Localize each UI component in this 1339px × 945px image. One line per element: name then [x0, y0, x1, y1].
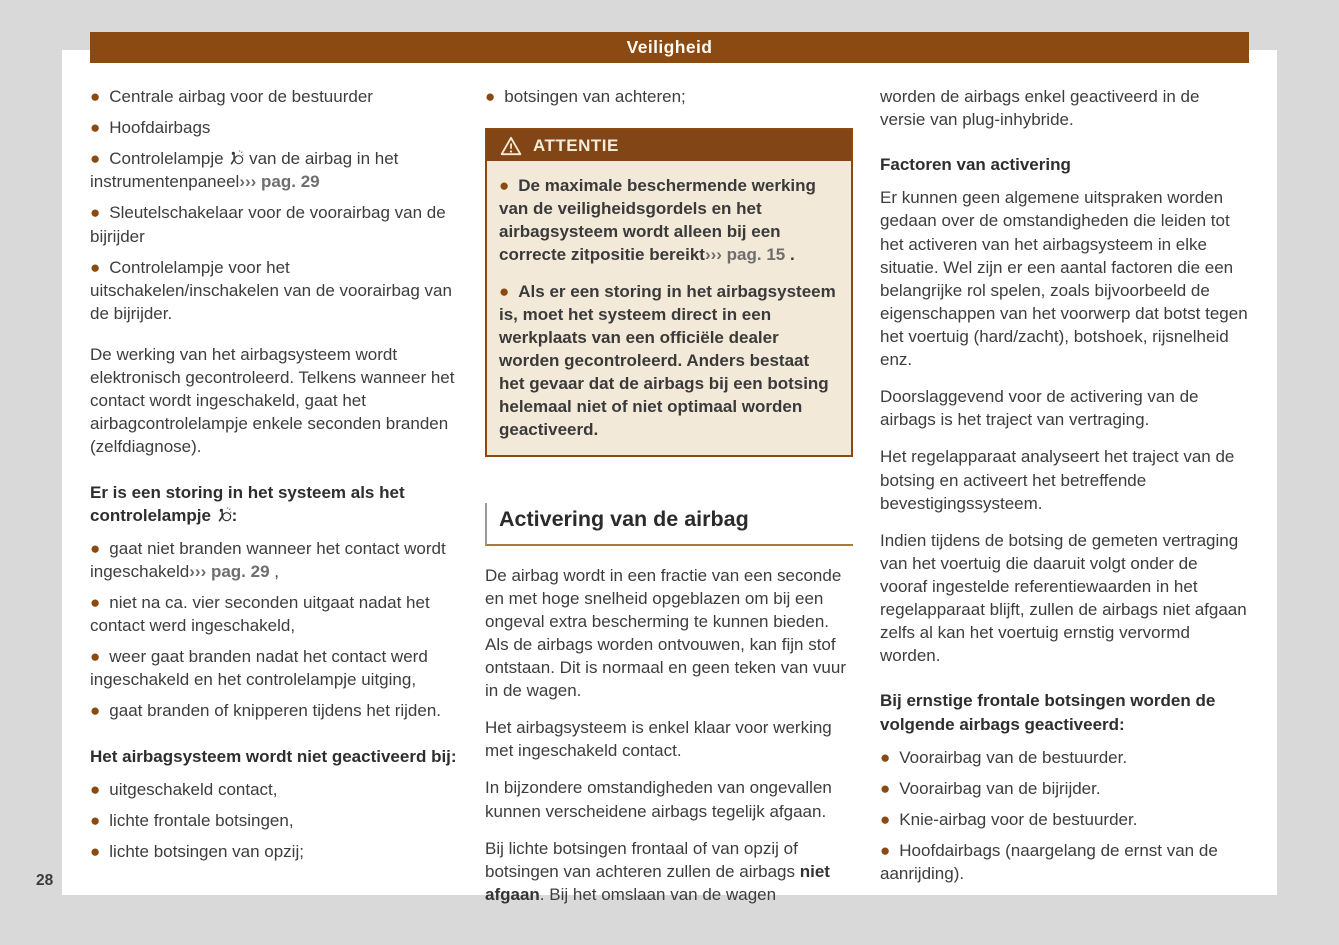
list-item: [90, 256, 457, 325]
list-item-text: weer gaat branden nadat het contact werd ingeschakeld en het controlelampje uitging,: [90, 647, 428, 690]
paragraph: Het airbagsysteem is enkel klaar voor werking met ingeschakeld contact.: [485, 718, 832, 761]
list-item-text: Als er een storing in het airbagsysteem is, moet het systeem direct in een werkplaats van een officiële dealer worden gecontroleerd. Anders bestaat het gevaar dat de airbags bij een botsing helemaal niet of niet optimaal worden geactiveerd.: [499, 281, 836, 440]
list-item: [90, 147, 457, 193]
paragraph: De airbag wordt in een fractie van een seconde en met hoge snelheid opgeblazen om bij een ongeval extra bescherming te kunnen bieden. Als de airbags worden ontvouwen, kan fijn stof ontstaan. Dit is normaal en geen teken van vuur in de wagen.: [485, 565, 846, 701]
list-item: [499, 280, 839, 442]
bullet-dot-icon: ●: [90, 779, 101, 799]
paragraph: Er kunnen geen algemene uitspraken worden gedaan over de omstandigheden die leiden tot het activeren van het airbagsysteem in elke situatie. Wel zijn er een aantal factoren die een belangrijke rol spelen, zoals bijvoorbeeld de eigenschappen van het voorwerp dat botst tegen het voertuig (hard/zacht), botshoek, rijsnelheid enz.: [880, 188, 1248, 370]
paragraph: De werking van het airbagsysteem wordt elektronisch gecontroleerd. Telkens wanneer het contact wordt ingeschakeld, gaat het airbagcontrolelampje enkele seconden branden (zelfdiagnose).: [90, 344, 455, 457]
airbag-warning-lamp-icon: [216, 507, 232, 523]
list-item: [90, 116, 457, 139]
bullet-dot-icon: ●: [499, 176, 510, 196]
chapter-header-bar: [90, 32, 1249, 63]
bullet-dot-icon: ●: [90, 149, 101, 169]
bullet-dot-icon: ●: [499, 281, 510, 301]
bullet-dot-icon: ●: [90, 118, 101, 138]
list-item: [90, 840, 457, 863]
list-item-text: .: [785, 245, 795, 265]
bullet-dot-icon: ●: [90, 87, 101, 106]
subsection-heading: Factoren van activering: [880, 155, 1071, 175]
attention-box-header: [487, 130, 851, 161]
list-item: [90, 201, 457, 247]
list-item-text: ,: [269, 561, 279, 581]
paragraph-text: Bij lichte botsingen frontaal of van opzij of botsingen van achteren zullen de airbags: [485, 838, 800, 881]
list-item: [90, 537, 457, 583]
list-item-text: De maximale beschermende werking van de veiligheidsgordels en het airbagsysteem wordt alleen bij een correcte zitpositie bereikt: [499, 176, 816, 265]
chapter-title: Veiligheid: [626, 37, 713, 57]
page-reference: ››› pag. 29: [189, 561, 270, 581]
list-item-text: lichte botsingen van opzij;: [109, 841, 304, 861]
paragraph: Het regelapparaat analyseert het traject van de botsing en activeert het betreffende bevestigingssysteem.: [880, 447, 1235, 513]
subsection-heading: [90, 481, 457, 527]
list-item: [485, 85, 853, 108]
manual-page: [62, 50, 1277, 904]
list-item-text: gaat branden of knipperen tijdens het rijden.: [109, 701, 442, 721]
bullet-dot-icon: ●: [90, 841, 101, 861]
paragraph-text: . Bij het omslaan van de wagen: [539, 884, 777, 904]
bullet-dot-icon: ●: [90, 538, 101, 558]
paragraph: In bijzondere omstandigheden van ongevallen kunnen verscheidene airbags tegelijk afgaan.: [485, 778, 832, 821]
bullet-dot-icon: ●: [485, 87, 496, 106]
bullet-dot-icon: ●: [90, 701, 101, 721]
paragraph: Doorslaggevend voor de activering van de airbags is het traject van vertraging.: [880, 387, 1199, 430]
list-item: [880, 839, 1248, 885]
list-item-text: Controlelampje voor het uitschakelen/inschakelen van de voorairbag van de bijrijder.: [90, 257, 452, 323]
column-middle: [485, 85, 853, 920]
list-item: [90, 85, 457, 108]
subsection-heading: Het airbagsysteem wordt niet geactiveerd bij:: [90, 746, 457, 766]
bullet-dot-icon: ●: [880, 809, 891, 829]
page-number: 28: [36, 872, 54, 889]
list-item-text: Knie-airbag voor de bestuurder.: [899, 809, 1138, 829]
bullet-dot-icon: ●: [880, 840, 891, 860]
list-item: [499, 174, 839, 266]
warning-triangle-icon: [500, 136, 522, 156]
subsection-heading: Bij ernstige frontale botsingen worden de volgende airbags geactiveerd:: [880, 691, 1216, 734]
list-item-text: uitgeschakeld contact,: [109, 779, 278, 799]
column-left: [90, 85, 457, 871]
airbag-warning-lamp-icon: [228, 150, 244, 166]
list-item-text: gaat niet branden wanneer het contact wordt ingeschakeld: [90, 538, 446, 581]
list-item-text: lichte frontale botsingen,: [109, 810, 294, 830]
bullet-dot-icon: ●: [880, 778, 891, 798]
subsection-heading-text: :: [231, 505, 238, 525]
bullet-dot-icon: ●: [90, 810, 101, 830]
page-reference: ››› pag. 15: [704, 245, 786, 265]
list-item-text: van de airbag in het instrumentenpaneel: [90, 149, 399, 192]
page-reference: ››› pag. 29: [239, 172, 320, 192]
list-item-text: Hoofdairbags (naargelang de ernst van de aanrijding).: [880, 840, 1218, 884]
list-item: [90, 778, 457, 801]
column-right: [880, 85, 1248, 893]
list-item-text: Voorairbag van de bijrijder.: [899, 778, 1101, 798]
emphasized-text: niet afgaan: [485, 861, 830, 904]
bullet-dot-icon: ●: [90, 647, 101, 667]
list-item-text: Hoofdairbags: [109, 118, 211, 138]
list-item-text: Sleutelschakelaar voor de voorairbag van de bijrijder: [90, 203, 446, 246]
list-item-text: niet na ca. vier seconden uitgaat nadat het contact werd ingeschakeld,: [90, 592, 430, 636]
list-item: [90, 591, 457, 637]
bullet-dot-icon: ●: [90, 203, 101, 223]
bullet-dot-icon: ●: [880, 747, 891, 767]
attention-box-body: [487, 161, 851, 455]
list-item-text: Controlelampje: [109, 149, 229, 169]
subsection-heading-text: Er is een storing in het systeem als het controlelampje: [90, 482, 405, 525]
list-item: [90, 809, 457, 832]
bullet-dot-icon: ●: [90, 592, 101, 612]
paragraph: [485, 837, 853, 906]
section-heading: Activering van de airbag: [485, 503, 853, 545]
list-item: [90, 699, 457, 722]
list-item: [90, 645, 457, 691]
list-item-text: Centrale airbag voor de bestuurder: [109, 87, 373, 106]
paragraph: Indien tijdens de botsing de gemeten vertraging van het voertuig die daaruit volgt onder de vooraf ingestelde referentiewaarden in het regelapparaat blijft, zullen de airbags niet afgaan zelfs al kan het voertuig ernstig vervormd worden.: [880, 530, 1247, 666]
list-item-text: Voorairbag van de bestuurder.: [899, 747, 1128, 767]
list-item: [880, 746, 1248, 769]
list-item: [880, 777, 1248, 800]
paragraph: worden de airbags enkel geactiveerd in de versie van plug-inhybride.: [880, 87, 1200, 130]
attention-box-title: ATTENTIE: [533, 136, 619, 156]
attention-warning-box: [485, 128, 853, 457]
list-item: [880, 808, 1248, 831]
list-item-text: botsingen van achteren;: [504, 87, 686, 106]
bullet-dot-icon: ●: [90, 257, 101, 277]
